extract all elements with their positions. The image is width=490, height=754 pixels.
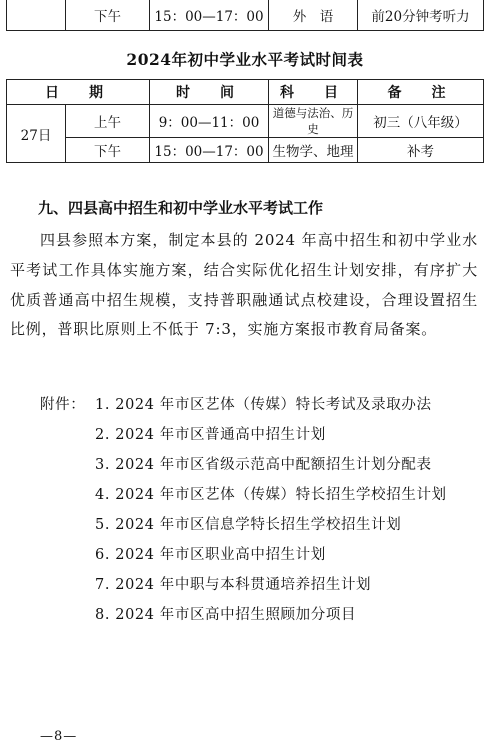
- attachment-item: 2. 2024 年市区普通高中招生计划: [95, 427, 326, 443]
- table-cell-subject: 外 语: [269, 0, 358, 31]
- section-heading: 九、四县高中招生和初中学业水平考试工作: [38, 199, 324, 217]
- attachment-item: 6. 2024 年市区职业高中招生计划: [95, 547, 326, 563]
- table-cell-note: 初三（八年级）: [358, 105, 484, 138]
- attachment-item: 4. 2024 年市区艺体（传媒）特长招生学校招生计划: [95, 487, 447, 503]
- table-row: [7, 0, 484, 31]
- table-cell-note: 前20分钟考听力: [358, 0, 484, 31]
- table-header-row: [7, 80, 484, 105]
- attachment-item: 5. 2024 年市区信息学特长招生学校招生计划: [95, 517, 402, 533]
- table-cell-time: 15：00—17：00: [150, 0, 269, 31]
- table-cell-period: 下午: [66, 0, 150, 31]
- table-cell-time: 15：00—17：00: [150, 138, 269, 163]
- table-cell-subject: 生物学、地理: [269, 138, 358, 163]
- schedule-title: 2024年初中学业水平考试时间表: [126, 50, 364, 69]
- attachment-item: 8. 2024 年市区高中招生照顾加分项目: [95, 607, 357, 623]
- table-cell-subject: 道德与法治、历史: [269, 105, 358, 138]
- header-note: 备 注: [358, 80, 484, 105]
- exam-schedule-table: [6, 79, 484, 163]
- section-body: 四县参照本方案，制定本县的 2024 年高中招生和初中学业水平考试工作具体实施方案，结合实际优化招生计划安排，有序扩大优质普通高中招生规模，支持普职融通试点校建设，合理设置招生比例，普职比原则上不低于 7:3，实施方案报市教育局备案。: [10, 231, 478, 339]
- table-cell-blank: [7, 0, 66, 31]
- table-cell-time: 9：00—11：00: [150, 105, 269, 138]
- table-cell-date: 27日: [7, 105, 66, 163]
- page-number: —8—: [40, 729, 78, 744]
- table-cell-period: 下午: [66, 138, 150, 163]
- header-subject: 科 目: [269, 80, 358, 105]
- table-row: [7, 105, 484, 138]
- header-date: 日 期: [7, 80, 150, 105]
- table-cell-period: 上午: [66, 105, 150, 138]
- attachments-label: 附件：: [40, 397, 86, 413]
- previous-schedule-table: [6, 0, 484, 31]
- attachment-item: 7. 2024 年中职与本科贯通培养招生计划: [95, 577, 372, 593]
- attachment-item: 1. 2024 年市区艺体（传媒）特长考试及录取办法: [95, 397, 432, 413]
- header-time: 时 间: [150, 80, 269, 105]
- table-row: [7, 138, 484, 163]
- table-cell-note: 补考: [358, 138, 484, 163]
- attachment-item: 3. 2024 年市区省级示范高中配额招生计划分配表: [95, 457, 432, 473]
